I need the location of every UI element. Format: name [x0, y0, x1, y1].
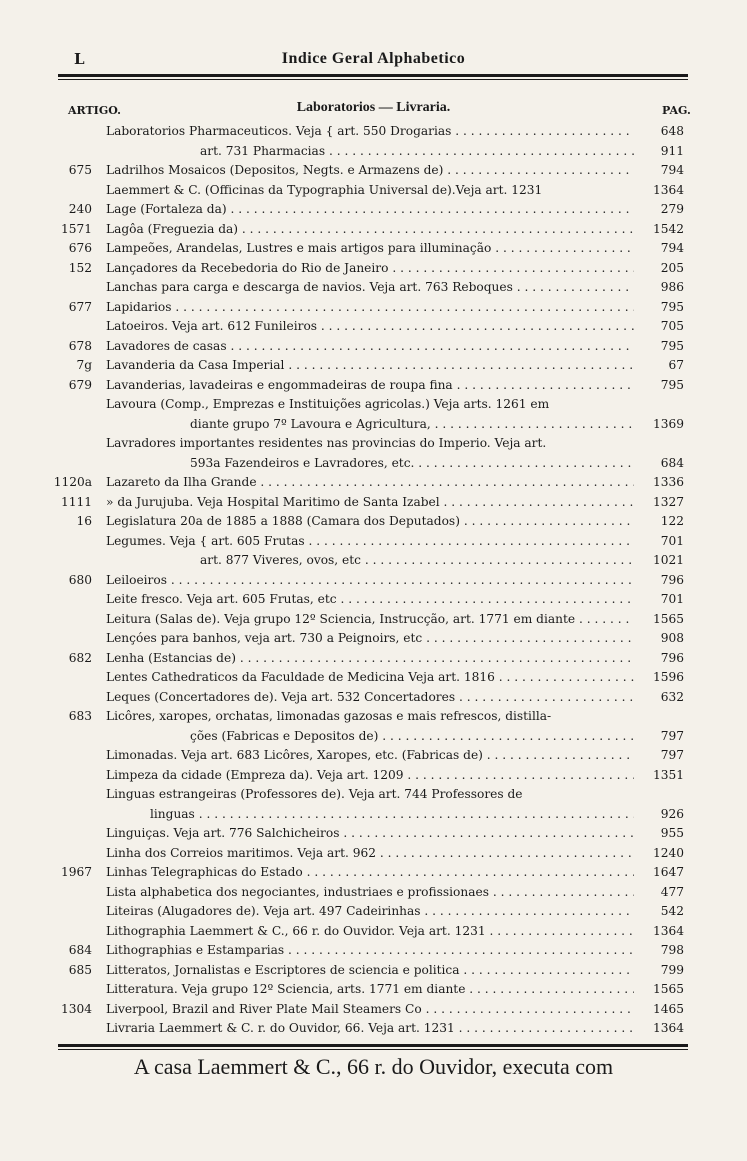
- entry-text: Litteratos, Jornalistas e Escriptores de sciencia e politica . . .: [106, 961, 634, 979]
- index-entry: [0, 980, 747, 998]
- index-entry: [0, 883, 747, 901]
- index-entry: [0, 142, 747, 160]
- entry-page-number: 279: [660, 202, 684, 216]
- entry-page-number: 648: [660, 124, 684, 138]
- index-entry: [0, 161, 747, 179]
- entry-text: Licôres, xaropes, orchatas, limonadas gazosas e mais refrescos, distilla-: [106, 709, 552, 723]
- entry-article-number: 676: [68, 241, 92, 255]
- entry-article-number: 685: [68, 962, 92, 977]
- index-entry: [0, 376, 747, 394]
- entry-article-number: 680: [68, 572, 92, 587]
- entry-text: Litteratura. Veja grupo 12º Sciencia, arts. 1771 em diante . . .: [106, 980, 634, 998]
- index-entry: [0, 902, 747, 920]
- entry-page-number: 122: [660, 514, 684, 528]
- entry-page-number: 795: [660, 338, 684, 353]
- entry-text: Linhas Telegraphicas do Estado . . .: [106, 863, 634, 881]
- entry-text: Liteiras (Alugadores de). Veja art. 497 Cadeirinhas . . .: [106, 902, 634, 920]
- entry-page-number: 794: [660, 241, 684, 255]
- entry-text: Leitura (Salas de). Veja grupo 12º Sciencia, Instrucção, art. 1771 em diante . . .: [106, 610, 634, 628]
- entry-page-number: 1364: [652, 1021, 684, 1035]
- header-rule-thick: [58, 74, 688, 77]
- entry-page-number: 1542: [652, 221, 684, 236]
- entry-text: Leiloeiros . . .: [106, 571, 634, 589]
- entry-text: Lagôa (Freguezia da) . . .: [106, 220, 634, 238]
- entry-page-number: 795: [660, 377, 684, 392]
- entry-text: Lapidarios . . .: [106, 298, 634, 316]
- entry-text: Lampeões, Arandelas, Lustres e mais artigos para illuminação . . .: [106, 239, 634, 257]
- entry-page-number: 1369: [652, 416, 684, 431]
- entry-text: linguas . . .: [150, 805, 634, 823]
- index-entry: [0, 746, 747, 764]
- index-entry: [0, 454, 747, 472]
- entry-article-number: 675: [68, 163, 92, 177]
- index-entry: [0, 727, 747, 745]
- footer-rule-thin: [58, 1049, 688, 1050]
- entry-page-number: 1327: [652, 494, 684, 509]
- entry-text: Leques (Concertadores de). Veja art. 532 Concertadores . . .: [106, 688, 634, 706]
- index-entry: [0, 181, 747, 199]
- entry-text: Linguas estrangeiras (Professores de). Veja art. 744 Professores de: [106, 787, 523, 801]
- index-entry: [0, 434, 747, 452]
- entry-article-number: 678: [68, 338, 92, 353]
- section-title: Laboratorios — Livraria.: [296, 100, 451, 115]
- index-entry: [0, 395, 747, 413]
- entry-page-number: 1364: [652, 182, 684, 197]
- entry-text: Legislatura 20a de 1885 a 1888 (Camara dos Deputados) . . .: [106, 512, 634, 530]
- entry-text: Ladrilhos Mosaicos (Depositos, Negts. e Armazens de) . . .: [106, 161, 634, 179]
- index-entry: [0, 239, 747, 257]
- entry-page-number: 797: [660, 748, 684, 762]
- entry-text: Lavadores de casas . . .: [106, 337, 634, 355]
- entry-text: Latoeiros. Veja art. 612 Funileiros . . .: [106, 317, 634, 335]
- entry-text: Laboratorios Pharmaceuticos. Veja { art. 550 Drogarias . . .: [106, 122, 634, 140]
- entry-text: » da Jurujuba. Veja Hospital Maritimo de Santa Izabel . . .: [106, 493, 634, 511]
- index-entry: [0, 337, 747, 355]
- entry-article-number: 1571: [60, 221, 92, 236]
- entry-page-number: 67: [668, 358, 684, 372]
- entry-article-number: 240: [68, 202, 92, 216]
- header-rule-thin: [58, 79, 688, 80]
- index-entry: [0, 1000, 747, 1018]
- index-entry: [0, 571, 747, 589]
- entry-text: Lavanderias, lavadeiras e engommadeiras de roupa fina . . .: [106, 376, 634, 394]
- entry-page-number: 632: [660, 689, 684, 704]
- entry-article-number: 16: [76, 514, 92, 528]
- entry-article-number: 7g: [76, 358, 92, 372]
- index-entry: [0, 259, 747, 277]
- index-entry: [0, 317, 747, 335]
- index-entry: [0, 590, 747, 608]
- entry-page-number: 1364: [652, 923, 684, 938]
- index-entry: [0, 629, 747, 647]
- index-entry: [0, 356, 747, 374]
- entry-text: Lage (Fortaleza da) . . .: [106, 200, 634, 218]
- index-entry: [0, 707, 747, 725]
- entry-text: Livraria Laemmert & C. r. do Ouvidor, 66. Veja art. 1231 . . .: [106, 1019, 634, 1037]
- entry-text: Lentes Cathedraticos da Faculdade de Medicina Veja art. 1816 . . .: [106, 668, 634, 686]
- column-head-pag: PAG.: [662, 104, 691, 117]
- entry-page-number: 986: [660, 280, 684, 294]
- index-entry: [0, 512, 747, 530]
- entry-page-number: 1596: [652, 670, 684, 684]
- entry-text: Liverpool, Brazil and River Plate Mail Steamers Co . . .: [106, 1000, 634, 1018]
- entry-page-number: 684: [660, 455, 684, 470]
- entry-page-number: 705: [660, 319, 684, 333]
- entry-page-number: 796: [660, 650, 684, 665]
- entry-page-number: 795: [660, 299, 684, 314]
- entry-text: Lavanderia da Casa Imperial . . .: [106, 356, 634, 374]
- index-entry: [0, 805, 747, 823]
- entry-text: Legumes. Veja { art. 605 Frutas . . .: [106, 532, 634, 550]
- entry-article-number: 1120a: [53, 475, 92, 489]
- index-entry: [0, 122, 747, 140]
- entry-text: Lithographia Laemmert & C., 66 r. do Ouvidor. Veja art. 1231 . . .: [106, 922, 634, 940]
- index-entry: [0, 473, 747, 491]
- entry-text: Lavoura (Comp., Emprezas e Instituições agricolas.) Veja arts. 1261 em: [106, 397, 550, 411]
- index-entry: [0, 844, 747, 862]
- entry-article-number: 682: [68, 650, 92, 665]
- index-entry: [0, 941, 747, 959]
- index-entry: [0, 824, 747, 842]
- entry-text: art. 877 Viveres, ovos, etc . . .: [200, 551, 634, 569]
- entry-text: ções (Fabricas e Depositos de) . . .: [190, 727, 634, 745]
- index-entry: [0, 922, 747, 940]
- index-entry: [0, 532, 747, 550]
- entry-page-number: 477: [660, 884, 684, 899]
- entry-page-number: 1351: [652, 767, 684, 782]
- entry-text: Lithographias e Estamparias . . .: [106, 941, 634, 959]
- entry-page-number: 911: [660, 143, 684, 158]
- entry-text: art. 731 Pharmacias . . .: [200, 142, 634, 160]
- index-entry: [0, 1019, 747, 1037]
- index-entry: [0, 785, 747, 803]
- entry-page-number: 542: [660, 904, 684, 918]
- page-title: Indice Geral Alphabetico: [281, 50, 466, 67]
- index-entry: [0, 766, 747, 784]
- entry-article-number: 1304: [60, 1001, 92, 1016]
- entry-text: Lanchas para carga e descarga de navios. Veja art. 763 Reboques . . .: [106, 278, 634, 296]
- entry-page-number: 1336: [652, 475, 684, 489]
- entry-page-number: 794: [660, 163, 684, 177]
- index-entry: [0, 668, 747, 686]
- entry-article-number: 1111: [60, 494, 92, 509]
- entry-article-number: 677: [68, 299, 92, 314]
- entry-page-number: 799: [660, 962, 684, 977]
- entry-page-number: 926: [660, 806, 684, 821]
- entry-text: diante grupo 7º Lavoura e Agricultura, . . .: [190, 415, 634, 433]
- entry-page-number: 701: [660, 592, 684, 606]
- entry-page-number: 908: [660, 631, 684, 645]
- index-entry: [0, 200, 747, 218]
- entry-article-number: 152: [68, 260, 92, 275]
- entry-text: Leite fresco. Veja art. 605 Frutas, etc . . .: [106, 590, 634, 608]
- entry-text: Lista alphabetica dos negociantes, industriaes e profissionaes . . .: [106, 883, 634, 901]
- entry-page-number: 798: [660, 943, 684, 957]
- index-entry: [0, 493, 747, 511]
- entry-text: Lavradores importantes residentes nas provincias do Imperio. Veja art.: [106, 436, 547, 450]
- index-entry: [0, 298, 747, 316]
- entry-text: Limpeza da cidade (Empreza da). Veja art. 1209 . . .: [106, 766, 634, 784]
- entry-article-number: 1967: [60, 865, 92, 879]
- entry-page-number: 955: [660, 826, 684, 840]
- index-entry: [0, 278, 747, 296]
- entry-page-number: 796: [660, 572, 684, 587]
- footer-rule-thick: [58, 1044, 688, 1047]
- entry-page-number: 1465: [652, 1001, 684, 1016]
- entry-page-number: 797: [660, 728, 684, 743]
- entry-page-number: 1565: [652, 611, 684, 626]
- entry-article-number: 679: [68, 377, 92, 392]
- entry-text: Lazareto da Ilha Grande . . .: [106, 473, 634, 491]
- entry-page-number: 1647: [652, 865, 684, 879]
- entry-page-number: 701: [660, 533, 684, 548]
- index-entry: [0, 688, 747, 706]
- entry-page-number: 1021: [652, 553, 684, 567]
- entry-text: 593a Fazendeiros e Lavradores, etc. . . .: [190, 454, 634, 472]
- entry-page-number: 205: [660, 260, 684, 275]
- index-entry: [0, 649, 747, 667]
- index-entry: [0, 551, 747, 569]
- index-entry: [0, 863, 747, 881]
- entry-text: Lenha (Estancias de) . . .: [106, 649, 634, 667]
- entry-text: Linha dos Correios maritimos. Veja art. 962 . . .: [106, 844, 634, 862]
- footer-advert: A casa Laemmert & C., 66 r. do Ouvidor, executa com: [133, 1054, 614, 1079]
- entry-text: Laemmert & C. (Officinas da Typographia Universal de).Veja art. 1231: [106, 182, 543, 197]
- entry-page-number: 1565: [652, 982, 684, 996]
- entry-text: Lançadores da Recebedoria do Rio de Janeiro . . .: [106, 259, 634, 277]
- entry-page-number: 1240: [652, 845, 684, 860]
- entry-text: Linguiças. Veja art. 776 Salchicheiros . . .: [106, 824, 634, 842]
- index-entry: [0, 961, 747, 979]
- column-head-artigo: ARTIGO.: [68, 104, 121, 117]
- entry-text: Lençóes para banhos, veja art. 730 a Peignoirs, etc . . .: [106, 629, 634, 647]
- entry-text: Limonadas. Veja art. 683 Licôres, Xaropes, etc. (Fabricas de) . . .: [106, 746, 634, 764]
- index-entry: [0, 220, 747, 238]
- index-entry: [0, 415, 747, 433]
- header-letter: L: [74, 50, 85, 68]
- entry-article-number: 683: [68, 709, 92, 723]
- entry-article-number: 684: [68, 943, 92, 957]
- index-entry: [0, 610, 747, 628]
